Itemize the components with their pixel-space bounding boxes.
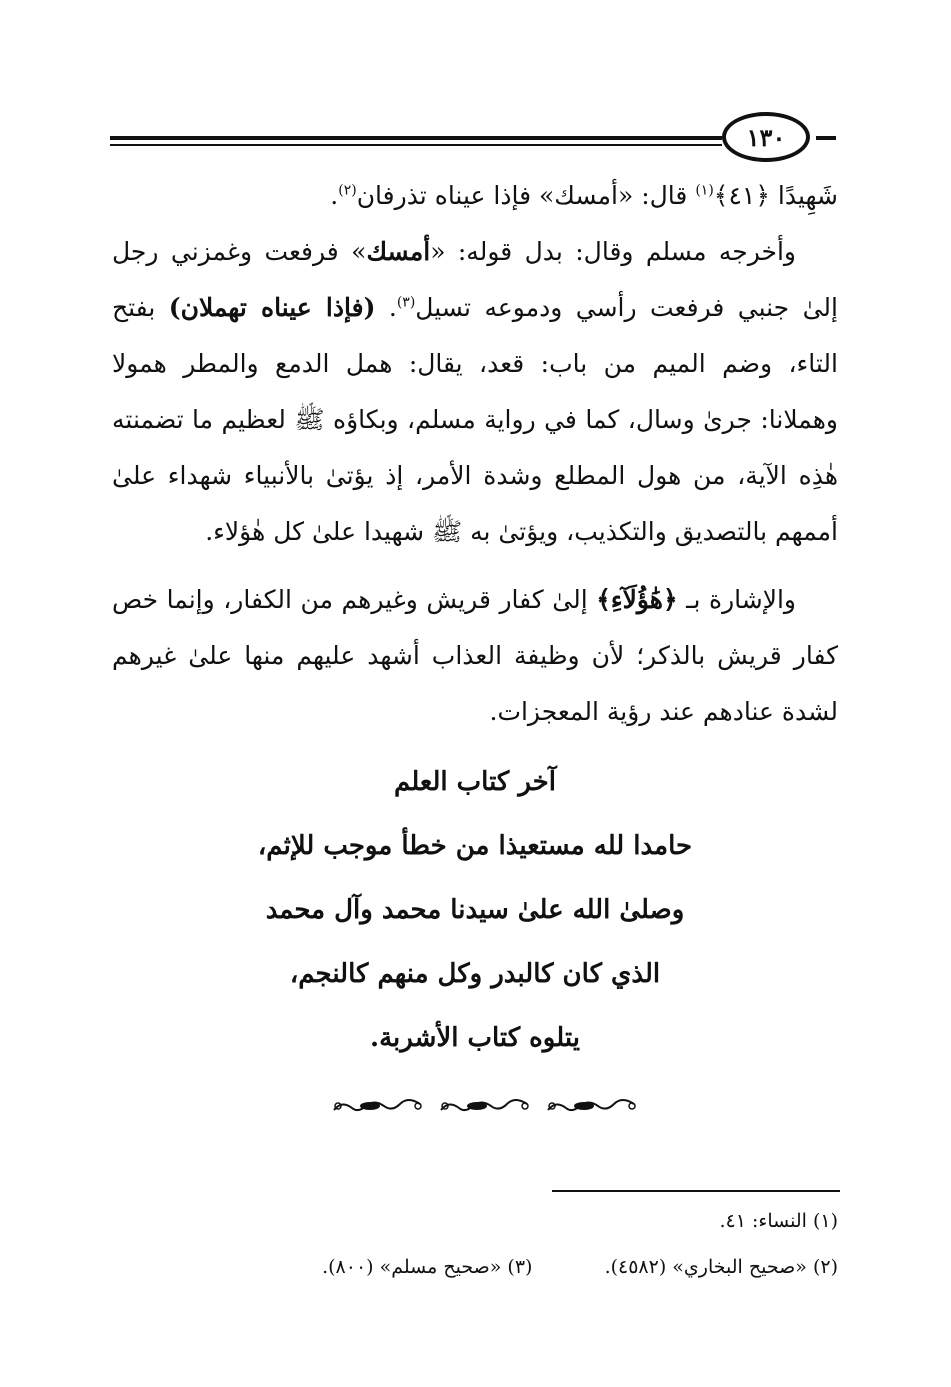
p2-bold2: (فإذا عيناه تهملان) [168, 293, 376, 322]
paragraph-3 [112, 572, 838, 740]
floral-divider-icon [437, 1094, 533, 1120]
p2-part2: » فرفعت وغمزني رجل إلىٰ جنبي فرفعت رأسي ودموعه تسيل [112, 237, 838, 322]
header-rule-thick [110, 136, 722, 140]
p2-part1: وأخرجه مسلم وقال: بدل قوله: « [430, 237, 797, 266]
main-text [112, 168, 838, 740]
footnote-3-text: «صحيح مسلم» (٨٠٠). [322, 1256, 502, 1278]
paragraph-1 [112, 168, 838, 224]
closing-block [112, 750, 838, 1070]
page-number: ١٣٠ [722, 112, 810, 162]
footnote-ref-1: (١) [695, 182, 714, 199]
p2-bold1: أمسك [366, 237, 431, 266]
footnote-1 [112, 1198, 838, 1244]
p1-end: . [330, 181, 339, 210]
footnote-2-number: (٢) [812, 1256, 838, 1278]
footnote-2-3 [112, 1244, 838, 1290]
closing-line-5: يتلوه كتاب الأشربة. [370, 1023, 580, 1053]
header-rule-right [816, 136, 836, 140]
closing-line-4: الذي كان كالبدر وكل منهم كالنجم، [289, 959, 661, 989]
footnote-1-number: (١) [812, 1210, 838, 1232]
ornament-divider [330, 1094, 640, 1120]
p3-part1: والإشارة بـ [677, 585, 797, 614]
p2-part4: بفتح التاء، وضم الميم من باب: قعد، يقال: همل الدمع والمطر همولا وهملانا: جرىٰ وسال، كما في رواية مسلم، وبكاؤه ﷺ لعظيم ما تضمنته هٰذِه الآية، من هول المطلع وشدة الأمر، إذ يؤتىٰ بالأنبياء شهداء علىٰ أممهم بالتصديق والتكذيب، ويؤتىٰ به ﷺ شهيدا علىٰ كل هٰؤلاء. [112, 293, 838, 546]
footnote-1-text: النساء: ٤١. [719, 1210, 807, 1232]
footnote-ref-3: (٣) [396, 294, 416, 311]
closing-line-2: حامدا لله مستعيذا من خطأ موجب للإثم، [257, 831, 693, 861]
paragraph-2 [112, 224, 838, 560]
p3-part2: إلىٰ كفار قريش وغيرهم من الكفار، وإنما خص كفار قريش بالذكر؛ لأن وظيفة العذاب أشهد عليهم منها علىٰ غيرهم لشدة عنادهم عند رؤية المعجزات. [112, 585, 838, 726]
verse-end: شَهِيدًا ﴿٤١﴾ [713, 181, 838, 210]
closing-line-1: آخر كتاب العلم [394, 767, 556, 797]
footnote-2-text: «صحيح البخاري» (٤٥٨٢). [604, 1256, 807, 1278]
p3-quran: ﴿هَٰؤُلَآءِ﴾ [596, 585, 678, 614]
p2-part3: . [375, 293, 397, 322]
header-rule-thin [110, 144, 722, 146]
p1-text: قال: «أمسك» فإذا عيناه تذرفان [356, 181, 696, 210]
closing-line-3: وصلىٰ الله علىٰ سيدنا محمد وآل محمد [265, 895, 685, 925]
footnote-3-number: (٣) [507, 1256, 533, 1278]
floral-divider-icon [544, 1094, 640, 1120]
floral-divider-icon [330, 1094, 426, 1120]
footnote-separator [552, 1190, 840, 1192]
page-header [110, 112, 840, 162]
footnotes [112, 1198, 838, 1290]
footnote-ref-2: (٢) [338, 182, 357, 199]
